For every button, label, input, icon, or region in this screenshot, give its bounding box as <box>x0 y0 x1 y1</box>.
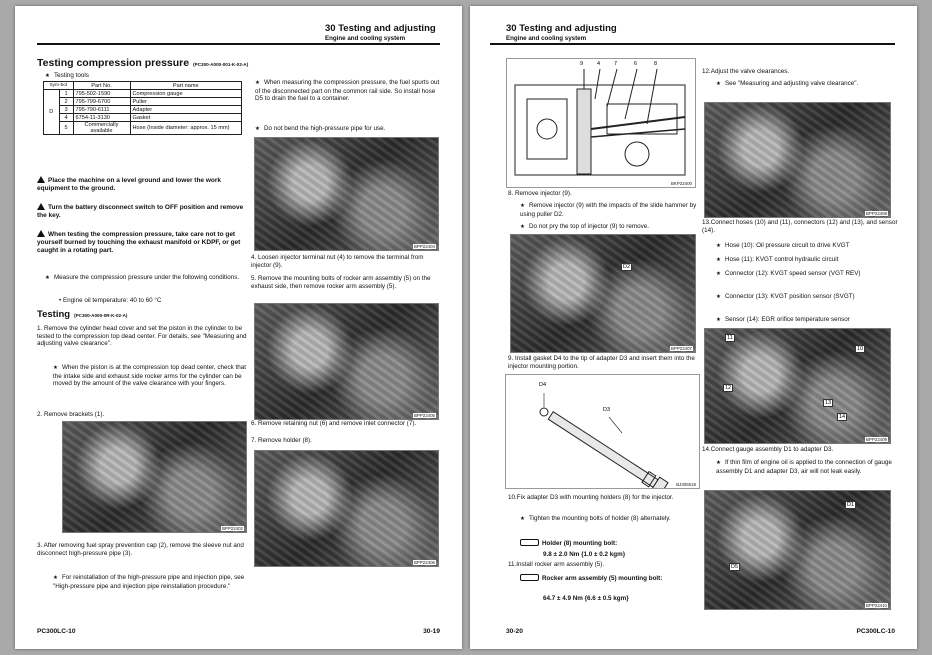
page-title-code: (PC300-A000-001-K-02-A) <box>193 62 249 67</box>
step-2: 2. Remove brackets (1). <box>37 411 105 418</box>
step-13: 13.Connect hoses (10) and (11), connectors (12) and (13), and sensor (14). <box>702 219 898 234</box>
footer-model: PC300LC-10 <box>856 628 895 635</box>
warning-text: Place the machine on a level ground and lower the work equipment to the ground. <box>37 177 222 192</box>
col-symbol: Sym-bol <box>44 82 74 90</box>
step-13-item-1: ★ Hose (10): Oil pressure circuit to drive KVGT <box>716 242 898 251</box>
photo-gauge-assembly <box>704 490 891 610</box>
row-part-name: Adapter <box>130 106 242 114</box>
warning-level-ground <box>37 176 249 193</box>
row-part-name: Hose (Inside diameter: approx. 15 mm) <box>130 122 242 135</box>
step-13-item-4: ★ Connector (13): KVGT position sensor (SVGT) <box>716 293 898 302</box>
table-row <box>44 122 242 135</box>
diagram-injector-section <box>506 58 696 188</box>
hose-note: ★ When measuring the compression pressure, the fuel spurts out of the disconnected part on the common rail side. So install hose D5 to drain the fuel to a container. <box>255 79 440 103</box>
adapter-drawing <box>506 375 699 488</box>
bend-note: ★ Do not bend the high-pressure pipe for use. <box>255 125 440 134</box>
table-row <box>44 114 242 122</box>
callout-4: 4 <box>597 61 601 67</box>
warning-icon <box>37 203 45 210</box>
label-d4: D4 <box>539 382 547 388</box>
callout-7: 7 <box>614 61 618 67</box>
table-row <box>44 90 242 98</box>
table-row <box>44 106 242 114</box>
right-header <box>506 23 617 42</box>
photo-caption: BPP22408 <box>866 211 887 216</box>
callout-9: 9 <box>580 61 584 67</box>
diagram-adapter <box>505 374 700 489</box>
callout-12: 12 <box>725 385 732 391</box>
row-part-no: Commercially available <box>73 122 130 135</box>
left-header <box>325 23 440 42</box>
row-part-name: Compression gauge <box>130 90 242 98</box>
engine-oil-temp-text: Engine oil temperature: 40 to 60 °C <box>62 297 162 304</box>
step-13-item-3: ★ Connector (12): KVGT speed sensor (VGT REV) <box>716 270 898 279</box>
step-4: 4. Loosen injector terminal nut (4) to remove the terminal from injector (9). <box>251 254 424 269</box>
table-row <box>44 98 242 106</box>
right-page <box>470 6 917 649</box>
callout-8: 8 <box>654 61 658 67</box>
callout-d5: D5 <box>731 564 739 570</box>
callout-13: 13 <box>825 400 832 406</box>
testing-heading-text: Testing <box>37 309 71 320</box>
page-title-text: Testing compression pressure <box>37 57 190 69</box>
row-part-name: Gasket <box>130 114 242 122</box>
warning-icon <box>37 176 45 183</box>
row-part-no: 795-799-6700 <box>73 98 130 106</box>
step-7: 7. Remove holder (8). <box>251 437 312 444</box>
photo-rocker-arm <box>254 303 439 420</box>
step-3-note: ★ For reinstallation of the high-pressure pipe and injection pipe, see "High-pressure pipe and injection pipe reinstallation procedure." <box>53 574 249 590</box>
callout-14: 14 <box>839 414 846 420</box>
testing-heading-code: (PC300-A000-0R-K-02-A) <box>74 313 128 318</box>
step-1-note: ★ When the piston is at the compression top dead center, check that the intake side and exhaust side rocker arms for the cylinder can be moved by the amount of the valve clearance with your fingers. <box>53 364 249 388</box>
step-5: 5. Remove the mounting bolts of rocker arm assembly (5) on the exhaust side, then remove rocker arm assembly (5). <box>251 275 431 290</box>
torque-holder-label <box>520 539 617 548</box>
callout-6: 6 <box>634 61 638 67</box>
step-14-note: ★ If thin film of engine oil is applied to the connection of gauge assembly D1 and adapter D3, air will not leak easily. <box>716 459 896 475</box>
left-header-title: 30 Testing and adjusting <box>325 23 436 34</box>
warning-text: Turn the battery disconnect switch to OFF position and remove the key. <box>37 204 244 219</box>
diagram-caption: BKP22400 <box>671 181 692 186</box>
footer-page-number: 30-20 <box>506 628 523 635</box>
row-number: 4 <box>59 114 73 122</box>
photo-caption: BPP22406 <box>414 560 435 565</box>
row-number: 2 <box>59 98 73 106</box>
diagram-caption: BJ305618 <box>676 482 696 487</box>
tools-table <box>43 81 242 135</box>
photo-brackets <box>62 421 247 533</box>
torque-holder-value: 9.8 ± 2.0 Nm {1.0 ± 0.2 kgm} <box>543 551 626 558</box>
step-10-note: ★ Tighten the mounting bolts of holder (8) alternately. <box>520 515 702 524</box>
testing-heading <box>37 309 127 320</box>
right-header-subtitle: Engine and cooling system <box>506 35 587 42</box>
step-8-note-2: ★ Do not pry the top of injector (9) to remove. <box>520 223 702 232</box>
photo-caption: BPP22409 <box>866 437 887 442</box>
col-part-name: Part name <box>130 82 242 90</box>
group-symbol: D <box>44 90 60 135</box>
row-part-name: Puller <box>130 98 242 106</box>
torque-rocker-label <box>520 574 700 583</box>
measure-note: ★ Measure the compression pressure under the following conditions. <box>45 274 245 283</box>
footer-model: PC300LC-10 <box>37 628 76 635</box>
testing-tools-label: ★ Testing tools <box>45 72 89 81</box>
engine-oil-temp: • Engine oil temperature: 40 to 60 °C <box>59 297 162 304</box>
row-number: 3 <box>59 106 73 114</box>
wrench-icon <box>520 539 539 546</box>
left-header-subtitle: Engine and cooling system <box>325 35 406 42</box>
left-page <box>15 6 462 649</box>
warning-burn <box>37 230 249 254</box>
right-header-title: 30 Testing and adjusting <box>506 23 617 34</box>
photo-caption: BPP22402 <box>222 526 243 531</box>
step-13-item-2: ★ Hose (11): KVGT control hydraulic circuit <box>716 256 898 265</box>
torque-holder-text: Holder (8) mounting bolt: <box>542 540 618 547</box>
step-13-item-5: ★ Sensor (14): EGR orifice temperature sensor <box>716 316 898 325</box>
left-header-rule <box>37 43 440 45</box>
row-number: 5 <box>59 122 73 135</box>
col-part-no: Part No. <box>73 82 130 90</box>
photo-caption: BPP22405 <box>414 413 435 418</box>
row-number: 1 <box>59 90 73 98</box>
wrench-icon <box>520 574 539 581</box>
right-header-rule <box>490 43 895 45</box>
step-8: 8. Remove injector (9). <box>508 190 572 197</box>
photo-caption: BPP22407 <box>671 346 692 351</box>
photo-valve-clearance <box>704 102 891 218</box>
step-12: 12.Adjust the valve clearances. <box>702 68 790 75</box>
step-1: 1. Remove the cylinder head cover and set the piston in the cylinder to be tested to the compression top dead center. For details, see "Measuring and adjusting valve clearance". <box>37 325 247 348</box>
torque-rocker-value: 64.7 ± 4.9 Nm {6.6 ± 0.5 kgm} <box>543 595 629 602</box>
step-8-note-1: ★ Remove injector (9) with the impacts of the slide hammer by using puller D2. <box>520 202 700 218</box>
page-title <box>37 57 248 69</box>
callout-d1: D1 <box>847 502 855 508</box>
injector-section-drawing <box>507 59 695 187</box>
step-6: 6. Remove retaining nut (6) and remove inlet connector (7). <box>251 420 417 427</box>
step-10: 10.Fix adapter D3 with mounting holders (8) for the injector. <box>508 494 674 501</box>
callout-10: 10 <box>857 346 864 352</box>
row-part-no: 795-502-1590 <box>73 90 130 98</box>
step-11: 11.Install rocker arm assembly (5). <box>508 561 605 568</box>
photo-high-pressure-pipe <box>254 137 439 251</box>
step-14: 14.Connect gauge assembly D1 to adapter D3. <box>702 446 834 453</box>
callout-11: 11 <box>727 335 733 341</box>
photo-puller <box>510 234 696 353</box>
footer-page-number: 30-19 <box>423 628 440 635</box>
photo-caption: BPP22410 <box>866 603 887 608</box>
warning-text: When testing the compression pressure, take care not to get yourself burned by touching the exhaust manifold or KDPF, or get caught in a rotating part. <box>37 231 241 254</box>
row-part-no: 795-790-6111 <box>73 106 130 114</box>
warning-battery <box>37 203 249 220</box>
label-d3: D3 <box>603 407 611 413</box>
photo-holder <box>254 450 439 567</box>
torque-rocker-text: Rocker arm assembly (5) mounting bolt: <box>542 575 663 582</box>
warning-icon <box>37 230 45 237</box>
step-3: 3. After removing fuel spray prevention cap (2), remove the sleeve nut and disconnect high-pressure pipe (3). <box>37 542 244 557</box>
row-part-no: 6754-11-3130 <box>73 114 130 122</box>
photo-hoses-connectors <box>704 328 891 444</box>
step-9: 9. Install gasket D4 to the tip of adapter D3 and insert them into the injector mounting portion. <box>508 355 695 370</box>
callout-d2: D2 <box>623 264 631 270</box>
step-12-note: ★ See "Measuring and adjusting valve clearance". <box>716 80 896 89</box>
photo-caption: BPP22404 <box>414 244 435 249</box>
